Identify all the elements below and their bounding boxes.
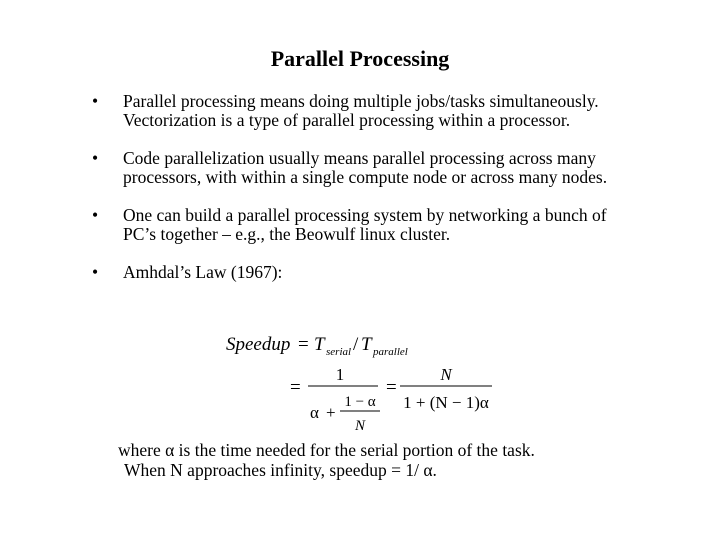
amdahl-formula-graphic	[222, 326, 512, 436]
bullet-item-amdahls-law	[92, 263, 632, 282]
alpha-symbol: α	[310, 403, 319, 422]
denominator-right: 1 + (N − 1)α	[403, 393, 489, 412]
equals-sign: =	[290, 377, 301, 398]
plus-sign: +	[326, 403, 336, 422]
bullet-text: Parallel processing means doing multiple jobs/tasks simultaneously. Vectorization is a type of parallel processing within a processor.	[123, 91, 599, 130]
bullet-item-parallel-processing	[92, 92, 632, 130]
note-line-1: where α is the time needed for the serial portion of the task.	[118, 440, 535, 460]
speedup-word: Speedup	[226, 334, 291, 355]
bullet-list	[92, 92, 632, 301]
equals-sign: =	[298, 334, 309, 355]
bullet-text: Amhdal’s Law (1967):	[123, 262, 283, 282]
bullet-item-beowulf	[92, 206, 632, 244]
numerator-one: 1	[335, 365, 345, 384]
n-symbol: N	[354, 418, 366, 434]
note-line-2: When N approaches infinity, speedup = 1/ α.	[124, 460, 437, 480]
bullet-mark: •	[92, 262, 99, 282]
parallel-subscript: parallel	[373, 346, 408, 358]
one-minus-alpha: 1 − α	[344, 394, 376, 410]
slide-title: Parallel Processing	[270, 46, 450, 71]
bullet-item-code-parallelization	[92, 149, 632, 187]
t-symbol: T	[314, 334, 325, 355]
slash-symbol: /	[353, 334, 359, 355]
t-symbol: T	[361, 334, 372, 355]
numerator-n: N	[440, 365, 452, 384]
equals-sign: =	[386, 377, 397, 398]
formula-note	[118, 440, 638, 480]
serial-subscript: serial	[326, 346, 352, 358]
bullet-mark: •	[92, 205, 99, 225]
bullet-mark: •	[92, 91, 99, 111]
bullet-text: Code parallelization usually means parallel processing across many processors, with within a single compute node or across many nodes.	[123, 148, 608, 187]
bullet-text: One can build a parallel processing system by networking a bunch of PC’s together – e.g., the Beowulf linux cluster.	[123, 205, 607, 244]
amdahl-formula	[222, 326, 512, 436]
bullet-mark: •	[92, 148, 99, 168]
